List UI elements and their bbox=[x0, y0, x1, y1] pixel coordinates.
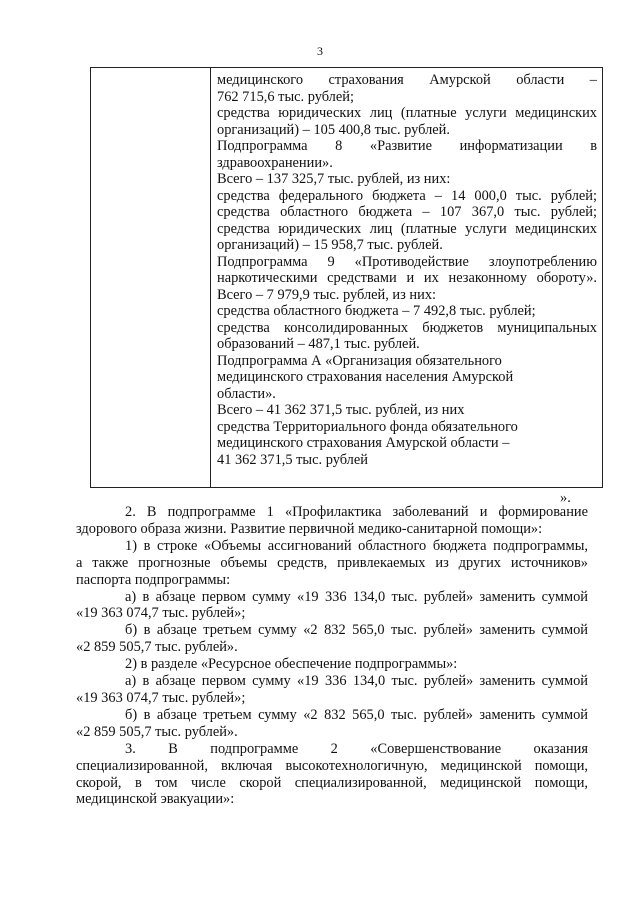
table-line: средства областного бюджета – 7 492,8 тыс. рублей; bbox=[217, 303, 536, 319]
table-line: медицинского страхования Амурской области – bbox=[217, 435, 510, 451]
table-line: организаций) – 105 400,8 тыс. рублей. bbox=[217, 121, 450, 138]
body-line: «2 859 505,7 тыс. рублей». bbox=[76, 723, 238, 740]
body-line: специализированной, включая высокотехнологичную, медицинской помощи, bbox=[76, 757, 588, 774]
body-line: 2) в разделе «Ресурсное обеспечение подпрограммы»: bbox=[125, 656, 458, 673]
body-line: паспорта подпрограммы: bbox=[76, 571, 231, 588]
passport-table bbox=[90, 67, 603, 488]
table-line: медицинского страхования населения Амурской bbox=[217, 369, 514, 385]
body-line: медицинской эвакуации»: bbox=[76, 791, 235, 808]
table-line: средства юридических лиц (платные услуги медицинских bbox=[217, 220, 597, 237]
table-line: Подпрограмма А «Организация обязательного bbox=[217, 352, 502, 369]
body-line: «19 363 074,7 тыс. рублей»; bbox=[76, 689, 246, 706]
table-line: наркотическими средствами и их незаконному обороту». bbox=[217, 270, 597, 286]
body-line: а также прогнозные объемы средств, привлекаемых из других источников» bbox=[76, 554, 588, 571]
body-line: 1) в строке «Объемы ассигнований областного бюджета подпрограммы, bbox=[125, 537, 588, 554]
table-line: Всего – 7 979,9 тыс. рублей, из них: bbox=[217, 286, 437, 303]
table-line: 762 715,6 тыс. рублей; bbox=[217, 88, 354, 105]
table-line: средства юридических лиц (платные услуги медицинских bbox=[217, 105, 597, 121]
body-line: «19 363 074,7 тыс. рублей»; bbox=[76, 605, 246, 622]
table-line: средства консолидированных бюджетов муниципальных bbox=[217, 319, 597, 336]
table-line: области». bbox=[217, 385, 276, 402]
table-line: Подпрограмма 8 «Развитие информатизации в bbox=[217, 138, 597, 154]
table-line: организаций) – 15 958,7 тыс. рублей. bbox=[217, 237, 443, 253]
table-line: образований – 487,1 тыс. рублей. bbox=[217, 336, 420, 352]
closing-quote: ». bbox=[560, 490, 571, 506]
table-line: Всего – 137 325,7 тыс. рублей, из них: bbox=[217, 171, 451, 187]
body-line: а) в абзаце первом сумму «19 336 134,0 тыс. рублей» заменить суммой bbox=[125, 588, 588, 605]
body-line: «2 859 505,7 тыс. рублей». bbox=[76, 639, 238, 656]
table-line: средства Территориального фонда обязательного bbox=[217, 418, 518, 435]
table-line: медицинского страхования Амурской области – bbox=[217, 72, 597, 88]
table-line: средства федерального бюджета – 14 000,0 тыс. рублей; bbox=[217, 187, 597, 204]
body-line: б) в абзаце третьем сумму «2 832 565,0 тыс. рублей» заменить суммой bbox=[125, 622, 588, 639]
table-line: 41 362 371,5 тыс. рублей bbox=[217, 451, 368, 468]
page-number: 3 bbox=[317, 44, 323, 58]
body-line: здорового образа жизни. Развитие первичной медико-санитарной помощи»: bbox=[76, 520, 543, 537]
body-line: 3. В подпрограмме 2 «Совершенствование оказания bbox=[125, 740, 588, 757]
table-line: Всего – 41 362 371,5 тыс. рублей, из них bbox=[217, 402, 465, 418]
table-line: Подпрограмма 9 «Противодействие злоупотреблению bbox=[217, 253, 597, 270]
body-line: б) в абзаце третьем сумму «2 832 565,0 тыс. рублей» заменить суммой bbox=[125, 706, 588, 723]
document-body bbox=[76, 504, 588, 808]
table-column-divider bbox=[210, 68, 211, 487]
body-line: 2. В подпрограмме 1 «Профилактика заболеваний и формирование bbox=[125, 504, 588, 520]
body-line: а) в абзаце первом сумму «19 336 134,0 тыс. рублей» заменить суммой bbox=[125, 673, 588, 690]
table-line: средства областного бюджета – 107 367,0 тыс. рублей; bbox=[217, 204, 597, 220]
body-line: скорой, в том числе скорой специализированной, медицинской помощи, bbox=[76, 774, 588, 791]
table-right-cell bbox=[217, 72, 597, 468]
table-line: здравоохранении». bbox=[217, 154, 333, 171]
